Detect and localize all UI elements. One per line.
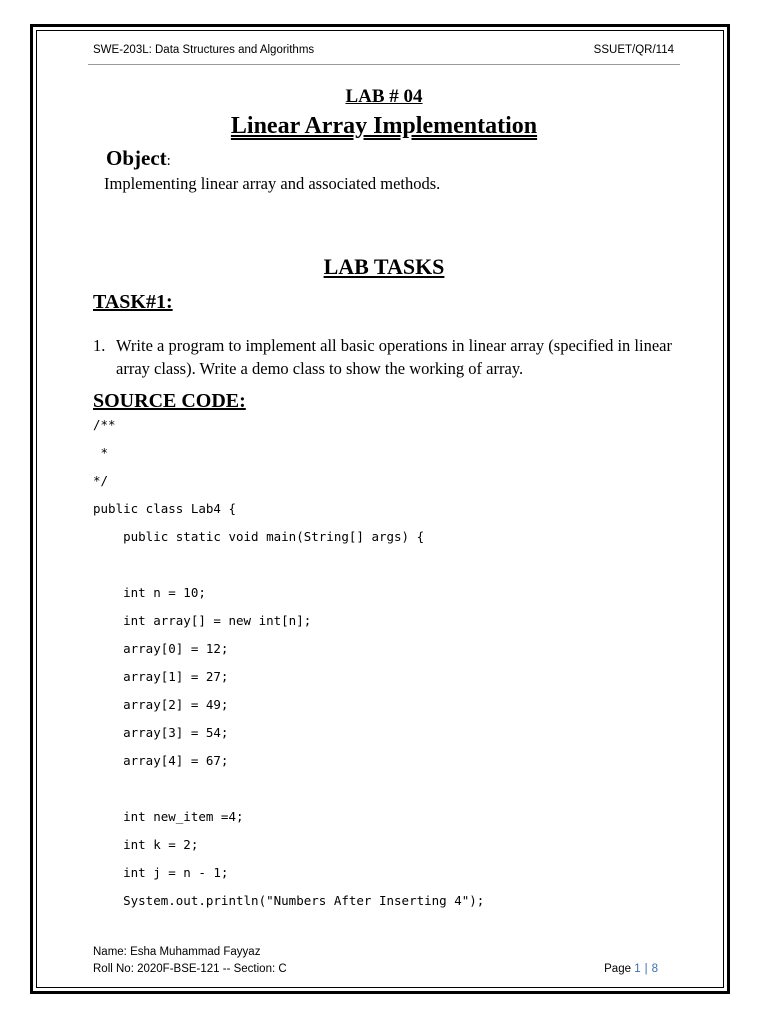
lab-title (0, 113, 768, 140)
code-line: array[3] = 54; (93, 725, 229, 740)
lab-tasks-heading: LAB TASKS (323, 254, 445, 279)
code-line: array[2] = 49; (93, 697, 229, 712)
task-item (93, 334, 693, 380)
header-rule (88, 64, 680, 65)
code-line: /** (93, 417, 116, 432)
code-line: int j = n - 1; (93, 865, 229, 880)
page-label: Page (604, 963, 631, 975)
task-item-text: Write a program to implement all basic operations in linear array (specified in linear array class). Write a demo class to show the working of array. (116, 336, 672, 378)
footer-roll: Roll No: 2020F-BSE-121 -- Section: C (93, 963, 287, 975)
code-line: System.out.println("Numbers After Inserting 4"); (93, 893, 485, 908)
code-line (93, 775, 484, 803)
code-line: public static void main(String[] args) { (93, 529, 425, 544)
object-heading (106, 146, 171, 171)
source-code-block (93, 411, 484, 915)
code-line: public class Lab4 { (93, 501, 236, 516)
object-heading-text: Object (106, 146, 167, 170)
source-code-heading: SOURCE CODE: (93, 390, 246, 412)
code-line: int new_item =4; (93, 809, 244, 824)
page-number: 1 (634, 963, 641, 975)
code-line: */ (93, 473, 109, 488)
code-line: * (93, 445, 109, 460)
object-colon: : (166, 153, 171, 169)
code-line: int n = 10; (93, 585, 206, 600)
page-total: 8 (651, 963, 658, 975)
code-line: array[4] = 67; (93, 753, 229, 768)
lab-title-text: Linear Array Implementation (230, 113, 538, 139)
header-doc-code: SSUET/QR/114 (593, 44, 674, 56)
code-line: array[0] = 12; (93, 641, 229, 656)
code-line: array[1] = 27; (93, 669, 229, 684)
lab-number: LAB # 04 (345, 86, 423, 107)
page-separator: | (644, 963, 648, 975)
code-line: int array[] = new int[n]; (93, 613, 312, 628)
code-line (93, 551, 484, 579)
header-course: SWE-203L: Data Structures and Algorithms (93, 44, 315, 56)
task-item-number: 1. (93, 336, 106, 355)
footer-name: Name: Esha Muhammad Fayyaz (93, 946, 261, 958)
task-heading: TASK#1: (93, 291, 173, 313)
footer-page (604, 963, 658, 975)
object-description: Implementing linear array and associated methods. (104, 174, 441, 193)
code-line: int k = 2; (93, 837, 199, 852)
